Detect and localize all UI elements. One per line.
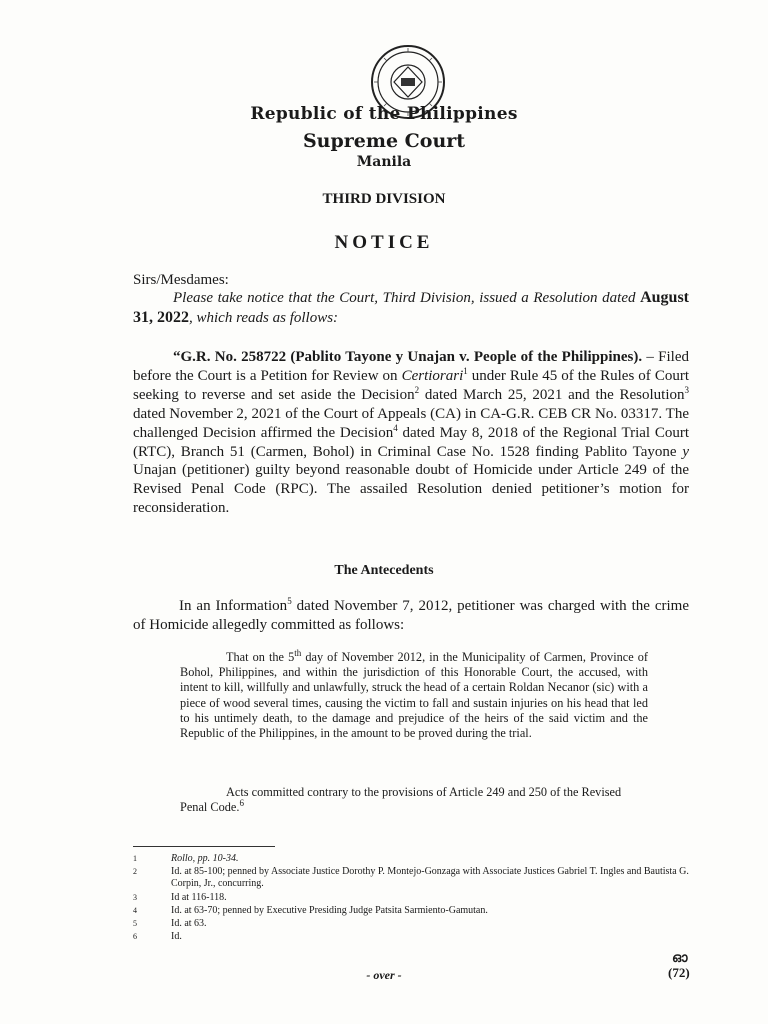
information-quote-closing bbox=[180, 785, 648, 815]
city-heading: Manila bbox=[356, 154, 412, 170]
resolution-text: Unajan (petitioner) guilty beyond reasonable doubt of Homicide under Article 249 of the Revised Penal Code (RPC). The assailed Resolution denied petitioner’s motion for reconsideration. bbox=[133, 462, 689, 517]
footnote-text: Rollo, pp. 10-34. bbox=[171, 853, 239, 864]
paragraph-text: In an Information bbox=[179, 598, 288, 614]
quote-text: That on the 5 bbox=[226, 650, 295, 664]
footnote-text: Id. at 85-100; penned by Associate Justice Dorothy P. Montejo-Gonzaga with Associate Justices Gabriel T. Ingles and Bautista G. Corpin, Jr., concurring. bbox=[171, 866, 689, 889]
quote-text: day of November 2012, in the Municipality of Carmen, Province of Bohol, Philippines, and within the jurisdiction of this Honorable Court, the accused, with intent to kill, willfully and unlawfully, struck the head of a certain Roldan Necanor (sic) with a piece of wood several times, causing the victim to fall and sustain injuries on his head that led to his untimely death, to the damage and prejudice of the heirs of the said victim and the Republic of the Philippines, in the amount to be proved during the trial. bbox=[180, 650, 648, 741]
resolution-text: y bbox=[682, 443, 689, 460]
footnote-ref: 5 bbox=[287, 596, 292, 606]
intro-text: Please take notice that the Court, Third Division, issued a Resolution dated bbox=[173, 290, 636, 306]
footnote-ref: 6 bbox=[239, 798, 244, 809]
footnote-text: Id. at 63. bbox=[171, 918, 207, 929]
handwritten-initials: ഓ bbox=[672, 950, 688, 965]
resolution-text: dated November 2, 2021 of the Court of Appeals (CA) in CA-G.R. CEB CR No. 03317. The challenged Decision affirmed the Decision bbox=[133, 405, 689, 441]
case-title: “G.R. No. 258722 (Pablito Tayone y Unajan v. People of the Philippines). bbox=[173, 349, 643, 365]
ordinal-suffix: th bbox=[294, 647, 302, 658]
salutation: Sirs/Mesdames: bbox=[133, 272, 229, 288]
footnote-2 bbox=[133, 866, 693, 890]
footnote-5 bbox=[133, 918, 693, 930]
resolution-text: – Filed before the Court is a Petition for Review on bbox=[133, 349, 690, 384]
resolution-text: under Rule 45 of the Rules of Court seeking to reverse and set aside the Decision bbox=[133, 367, 689, 403]
footnote-number: 6 bbox=[133, 932, 137, 941]
resolution-text: dated March 25, 2021 and the Resolution bbox=[419, 386, 685, 403]
page-number: (72) bbox=[668, 965, 690, 980]
footnote-6 bbox=[133, 931, 693, 943]
republic-heading: Republic of the Philippines bbox=[250, 104, 518, 124]
footnote-ref: 1 bbox=[463, 365, 468, 376]
information-quote bbox=[180, 647, 648, 741]
footnote-number: 4 bbox=[133, 906, 137, 915]
footnote-number: 3 bbox=[133, 893, 137, 902]
footnote-ref: 4 bbox=[393, 422, 398, 433]
quote-text: Acts committed contrary to the provisions of Article 249 and 250 of the Revised Penal Code. bbox=[180, 785, 622, 815]
intro-paragraph bbox=[133, 288, 689, 328]
court-heading: Supreme Court bbox=[302, 130, 466, 152]
footnote-1 bbox=[133, 853, 693, 865]
paragraph-text: dated November 7, 2012, petitioner was charged with the crime of Homicide allegedly committed as follows: bbox=[133, 598, 689, 633]
footnote-ref: 3 bbox=[684, 384, 689, 395]
footnote-text: Id. at 63-70; penned by Executive Presiding Judge Patsita Sarmiento-Gamutan. bbox=[171, 905, 488, 916]
footnote-number: 2 bbox=[133, 867, 137, 876]
continued-marker: - over - bbox=[366, 968, 402, 982]
division-heading: THIRD DIVISION bbox=[322, 191, 446, 207]
footnote-number: 5 bbox=[133, 919, 137, 928]
footnote-text: Id at 116-118. bbox=[171, 892, 227, 903]
intro-tail: , which reads as follows: bbox=[189, 310, 339, 326]
footnote-number: 1 bbox=[133, 854, 137, 863]
footnote-ref: 2 bbox=[414, 384, 420, 395]
information-paragraph bbox=[133, 597, 689, 635]
notice-title: NOTICE bbox=[334, 232, 434, 253]
footnote-3 bbox=[133, 892, 693, 904]
resolution-date: August 31, 2022 bbox=[133, 289, 689, 326]
resolution-text: dated May 8, 2018 of the Regional Trial Court (RTC), Branch 51 (Carmen, Bohol) in Criminal Case No. 1528 finding Pablito Tayone bbox=[133, 424, 689, 460]
resolution-paragraph bbox=[133, 348, 689, 518]
footnote-text: Id. bbox=[171, 931, 182, 942]
footnote-divider bbox=[133, 846, 275, 847]
footnote-4 bbox=[133, 905, 693, 917]
antecedents-heading: The Antecedents bbox=[334, 563, 434, 578]
certiorari-term: Certiorari bbox=[401, 367, 464, 384]
